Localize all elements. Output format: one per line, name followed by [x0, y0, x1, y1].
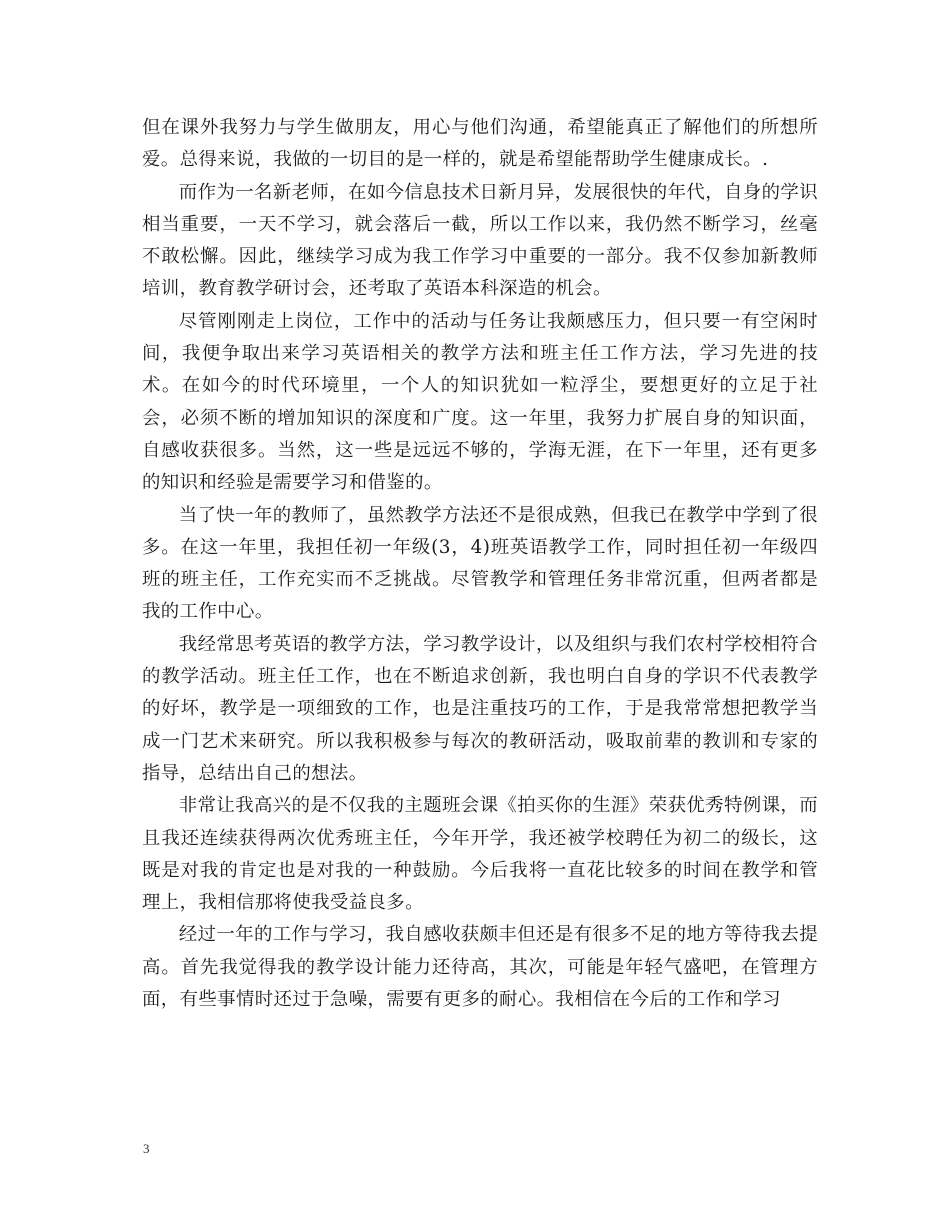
- paragraph-3: 尽管刚刚走上岗位，工作中的活动与任务让我颇感压力，但只要一有空闲时间，我便争取出来学习英语相关的教学方法和班主任工作方法，学习先进的技术。在如今的时代环境里，一个人的知识犹如一粒浮尘，要想更好的立足于社会，必须不断的增加知识的深度和广度。这一年里，我努力扩展自身的知识面，自感收获很多。当然，这一些是远远不够的，学海无涯，在下一年里，还有更多的知识和经验是需要学习和借鉴的。: [142, 310, 818, 494]
- paragraph-2: 而作为一名新老师，在如今信息技术日新月异，发展很快的年代，自身的学识相当重要，一天不学习，就会落后一截，所以工作以来，我仍然不断学习，丝毫不敢松懈。因此，继续学习成为我工作学习中重要的一部分。我不仅参加新教师培训，教育教学研讨会，还考取了英语本科深造的机会。: [142, 181, 818, 300]
- paragraph-1: 但在课外我努力与学生做朋友，用心与他们沟通，希望能真正了解他们的所想所爱。总得来说，我做的一切目的是一样的，就是希望能帮助学生健康成长。.: [142, 117, 818, 171]
- page-number: 3: [143, 1141, 150, 1156]
- paragraph-7: 经过一年的工作与学习，我自感收获颇丰但还是有很多不足的地方等待我去提高。首先我觉得我的教学设计能力还待高，其次，可能是年轻气盛吧，在管理方面，有些事情时还过于急噪，需要有更多的耐心。我相信在今后的工作和学习: [142, 924, 818, 1011]
- paragraph-5: 我经常思考英语的教学方法，学习教学设计，以及组织与我们农村学校相符合的教学活动。班主任工作，也在不断追求创新，我也明白自身的学识不代表教学的好坏，教学是一项细致的工作，也是注重技巧的工作，于是我常常想把教学当成一门艺术来研究。所以我积极参与每次的教研活动，吸取前辈的教训和专家的指导，总结出自己的想法。: [142, 633, 818, 784]
- paragraph-4: 当了快一年的教师了，虽然教学方法还不是很成熟，但我已在教学中学到了很多。在这一年里，我担任初一年级(3，4)班英语教学工作，同时担任初一年级四班的班主任，工作充实而不乏挑战。尽管教学和管理任务非常沉重，但两者都是我的工作中心。: [142, 504, 818, 623]
- paragraph-6: 非常让我高兴的是不仅我的主题班会课《拍买你的生涯》荣获优秀特例课，而且我还连续获得两次优秀班主任，今年开学，我还被学校聘任为初二的级长，这既是对我的肯定也是对我的一种鼓励。今后我将一直花比较多的时间在教学和管理上，我相信那将使我受益良多。: [142, 795, 818, 914]
- document-body: [142, 112, 818, 1016]
